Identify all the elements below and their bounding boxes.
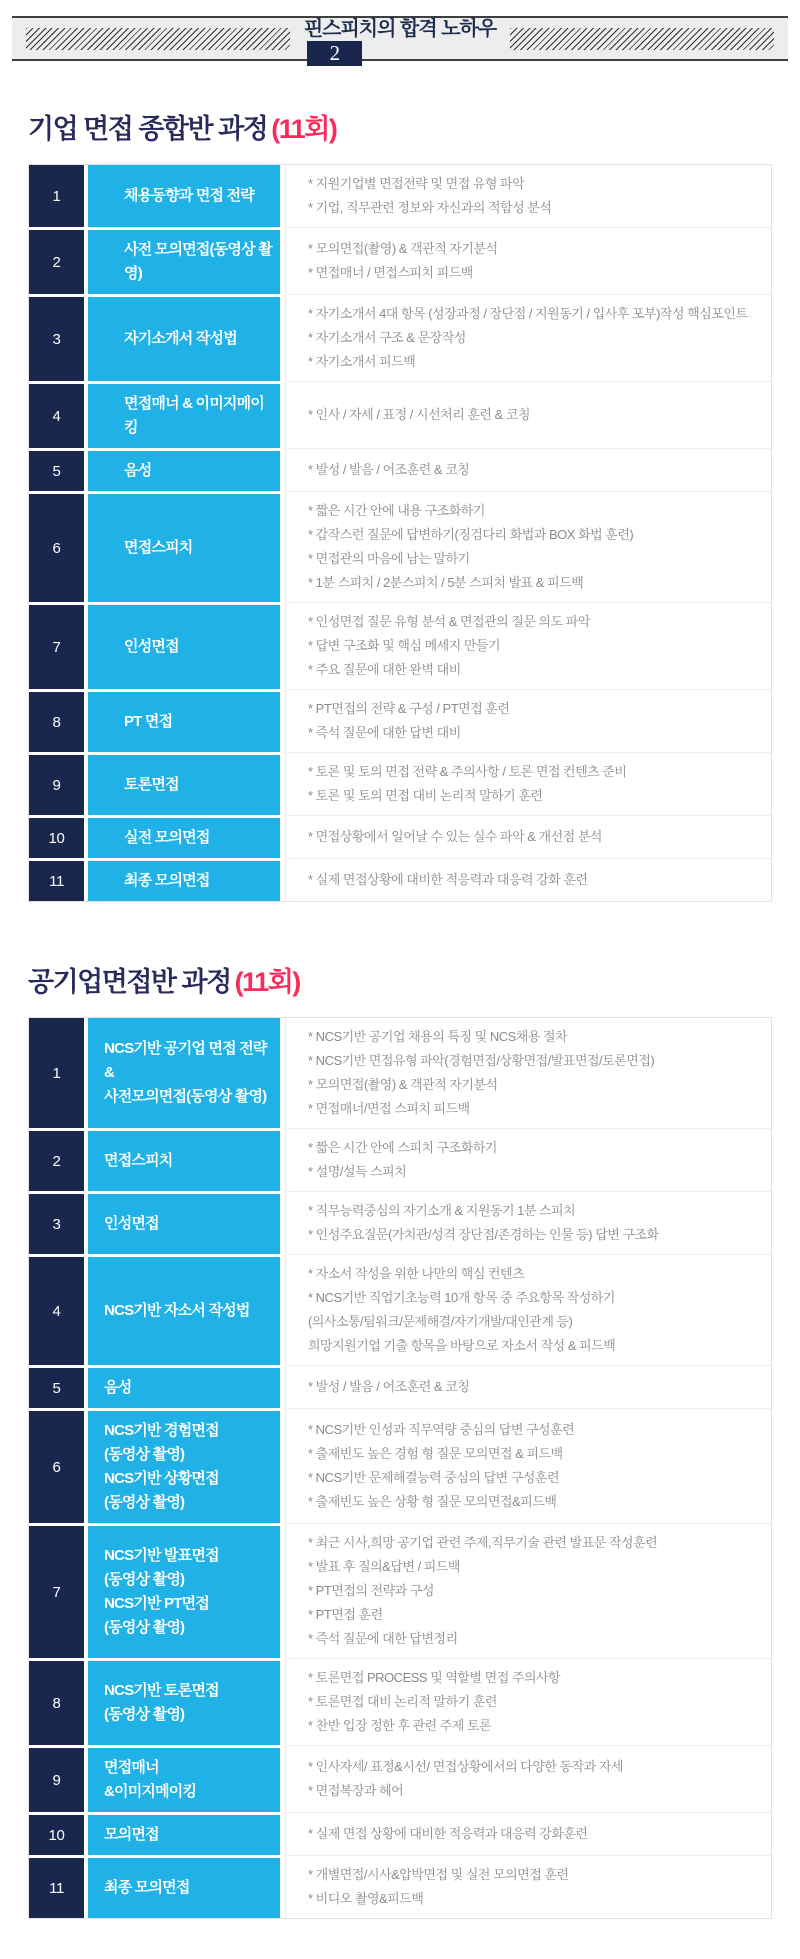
section-title (28, 960, 772, 999)
row-number: 1 (52, 1064, 61, 1082)
row-content-cell (285, 602, 771, 689)
row-number-cell (29, 491, 84, 602)
content-item: * PT면접의 전략과 구성 (308, 1583, 434, 1598)
row-number-cell (29, 1128, 84, 1191)
row-number-cell (29, 227, 84, 294)
table-row (29, 689, 771, 752)
topic-line: 최종 모의면접 (124, 872, 210, 889)
content-item: * 면접매너 / 면접스피치 피드백 (308, 265, 473, 280)
topic-line: 실전 모의면접 (124, 829, 210, 846)
table-row (29, 1812, 771, 1855)
topic-line: 면접스피치 (124, 539, 193, 556)
table-row (29, 1523, 771, 1658)
row-topic-cell (88, 1658, 280, 1745)
content-item: * 인사자세/ 표정&시선/ 면접상황에서의 다양한 동작과 자세 (308, 1759, 623, 1774)
topic-line: 면접매너 (104, 1759, 159, 1776)
row-topic-cell (88, 1408, 280, 1523)
content-item: * 실제 면접 상황에 대비한 적응력과 대응력 강화훈련 (308, 1826, 588, 1841)
topic-line: NCS기반 발표면접 (104, 1547, 219, 1564)
row-topic-cell (88, 381, 280, 448)
row-number-cell (29, 815, 84, 858)
content-item: * 개별면접/시사&압박면접 및 실전 모의면접 훈련 (308, 1867, 569, 1882)
content-item: 희망지원기업 기출 항목을 바탕으로 자소서 작성 & 피드백 (308, 1338, 616, 1353)
topic-line: PT 면접 (124, 713, 173, 730)
content-item: * 인성주요질문(가치관/성격 장단점/존경하는 인물 등) 답변 구조화 (308, 1227, 659, 1242)
row-topic-cell (88, 1855, 280, 1918)
page-title-number: 2 (307, 41, 362, 66)
table-row (29, 294, 771, 381)
row-number-cell (29, 448, 84, 491)
row-number: 8 (52, 713, 61, 731)
content-item: * 직무능력중심의 자기소개 & 지원동기 1분 스피치 (308, 1203, 576, 1218)
topic-line: 채용동향과 면접 전략 (124, 187, 254, 204)
content-item: * PT면접 훈련 (308, 1607, 383, 1622)
row-number-cell (29, 1254, 84, 1365)
content-item: * 자기소개서 피드백 (308, 354, 416, 369)
table-row (29, 1191, 771, 1254)
row-number: 10 (48, 1826, 65, 1844)
sections (0, 107, 800, 1959)
row-content-cell (285, 294, 771, 381)
topic-line: 음성 (124, 462, 152, 479)
topic-line: NCS기반 공기업 면접 전략 & (104, 1040, 267, 1081)
row-number: 5 (52, 1379, 61, 1397)
row-topic-cell (88, 294, 280, 381)
row-content-cell (285, 381, 771, 448)
row-topic-cell (88, 1745, 280, 1812)
row-topic-cell (88, 491, 280, 602)
row-number: 4 (52, 1302, 61, 1320)
row-topic-cell (88, 227, 280, 294)
row-content-cell (285, 1523, 771, 1658)
topic-line: (동영상 촬영) (104, 1706, 185, 1723)
table-row (29, 1254, 771, 1365)
row-topic-cell (88, 689, 280, 752)
topic-line: 토론면접 (124, 776, 179, 793)
topic-line: 사전 모의면접(동영상 촬영) (124, 241, 272, 282)
course-section-2 (28, 960, 772, 1919)
content-item: * 자기소개서 4대 항목 (성장과정 / 장단점 / 지원동기 / 입사후 포부)작성 핵심포인트 (308, 306, 748, 321)
header-band (12, 16, 788, 65)
content-item: (의사소통/팀워크/문제해결/자기개발/대인관계 등) (308, 1314, 573, 1329)
table-row (29, 227, 771, 294)
content-item: * 토론면접 대비 논리적 말하기 훈련 (308, 1694, 497, 1709)
table-row (29, 1408, 771, 1523)
content-item: * 출제빈도 높은 상황 형 질문 모의면접&피드백 (308, 1494, 557, 1509)
course-section-1 (28, 107, 772, 902)
row-number-cell (29, 1018, 84, 1128)
topic-line: &이미지메이킹 (104, 1783, 197, 1800)
table-row (29, 1745, 771, 1812)
table-row (29, 1365, 771, 1408)
topic-line: (동영상 촬영) (104, 1571, 185, 1588)
topic-line: NCS기반 상황면접 (104, 1470, 219, 1487)
topic-line: (동영상 촬영) (104, 1446, 185, 1463)
course-table (28, 1017, 772, 1919)
row-number: 2 (52, 253, 61, 271)
row-content-cell (285, 1745, 771, 1812)
content-item: * NCS기반 면접유형 파악(경험면접/상황면접/발표면접/토론면접) (308, 1053, 655, 1068)
content-item: * 짧은 시간 안에 스피치 구조화하기 (308, 1140, 497, 1155)
content-item: * 짧은 시간 안에 내용 구조화하기 (308, 503, 485, 518)
content-item: * 지원기업별 면접전략 및 면접 유형 파악 (308, 176, 525, 191)
row-topic-cell (88, 1128, 280, 1191)
row-number: 9 (52, 776, 61, 794)
page-title-text: 핀스피치의 합격 노하우 (303, 17, 497, 40)
content-item: * 인사 / 자세 / 표정 / 시선처리 훈련 & 코칭 (308, 407, 530, 422)
row-content-cell (285, 1365, 771, 1408)
table-row (29, 448, 771, 491)
row-topic-cell (88, 1523, 280, 1658)
row-number-cell (29, 1523, 84, 1658)
content-item: * 출제빈도 높은 경험 형 질문 모의면접 & 피드백 (308, 1446, 563, 1461)
section-title-count: (11회) (234, 967, 300, 997)
content-item: * 설명/설득 스피치 (308, 1164, 407, 1179)
table-row (29, 1658, 771, 1745)
course-table (28, 164, 772, 902)
content-item: * 면접복장과 헤어 (308, 1783, 404, 1798)
content-item: * 즉석 질문에 대한 답변 대비 (308, 725, 461, 740)
row-topic-cell (88, 858, 280, 901)
content-item: * NCS기반 직업기초능력 10개 항목 중 주요항목 작성하기 (308, 1290, 615, 1305)
content-item: * 비디오 촬영&피드백 (308, 1891, 424, 1906)
content-item: * NCS기반 문제해결능력 중심의 답변 구성훈련 (308, 1470, 560, 1485)
table-row (29, 1018, 771, 1128)
row-topic-cell (88, 1254, 280, 1365)
content-item: * 토론 및 토의 면접 전략 & 주의사항 / 토론 면접 컨텐츠 준비 (308, 764, 627, 779)
table-row (29, 815, 771, 858)
row-number: 6 (52, 1458, 61, 1476)
row-number-cell (29, 381, 84, 448)
page-title (304, 12, 496, 66)
section-title-text: 기업 면접 종합반 과정 (28, 114, 268, 144)
row-topic-cell (88, 1018, 280, 1128)
content-item: * NCS기반 인성과 직무역량 중심의 답변 구성훈련 (308, 1422, 575, 1437)
table-row (29, 491, 771, 602)
content-item: * 인성면접 질문 유형 분석 & 면접관의 질문 의도 파악 (308, 614, 590, 629)
row-content-cell (285, 752, 771, 815)
section-title-text: 공기업면접반 과정 (28, 967, 231, 997)
table-row (29, 602, 771, 689)
row-number-cell (29, 1408, 84, 1523)
row-content-cell (285, 1128, 771, 1191)
content-item: * 기업, 직무관련 정보와 자신과의 적합성 분석 (308, 200, 552, 215)
row-topic-cell (88, 1365, 280, 1408)
row-topic-cell (88, 1812, 280, 1855)
content-item: * 면접매너/면접 스피치 피드백 (308, 1101, 470, 1116)
row-content-cell (285, 227, 771, 294)
row-number-cell (29, 689, 84, 752)
row-number: 11 (49, 872, 64, 890)
row-number: 3 (52, 330, 61, 348)
row-topic-cell (88, 815, 280, 858)
content-item: * 최근 시사,희망 공기업 관련 주제,직무기술 관련 발표문 작성훈련 (308, 1535, 658, 1550)
row-number-cell (29, 294, 84, 381)
content-item: * 주요 질문에 대한 완벽 대비 (308, 662, 461, 677)
topic-line: NCS기반 PT면접 (104, 1595, 209, 1612)
row-number: 1 (52, 187, 61, 205)
row-number-cell (29, 1365, 84, 1408)
row-content-cell (285, 858, 771, 901)
content-item: * 발표 후 질의&답변 / 피드백 (308, 1559, 460, 1574)
row-content-cell (285, 1254, 771, 1365)
content-item: * 자기소개서 구조 & 문장작성 (308, 330, 466, 345)
row-topic-cell (88, 602, 280, 689)
content-item: * 면접상황에서 일어날 수 있는 실수 파악 & 개선점 분석 (308, 829, 602, 844)
row-topic-cell (88, 165, 280, 227)
hatch-stripes-right-icon (510, 28, 774, 50)
row-content-cell (285, 165, 771, 227)
topic-line: 음성 (104, 1379, 132, 1396)
topic-line: (동영상 촬영) (104, 1619, 185, 1636)
topic-line: 인성면접 (124, 638, 179, 655)
topic-line: 최종 모의면접 (104, 1879, 190, 1896)
content-item: * 1분 스피치 / 2분스피치 / 5분 스피치 발표 & 피드백 (308, 575, 584, 590)
row-number: 3 (52, 1215, 61, 1233)
row-content-cell (285, 815, 771, 858)
content-item: * 토론 및 토의 면접 대비 논리적 말하기 훈련 (308, 788, 543, 803)
row-content-cell (285, 689, 771, 752)
hatch-stripes-left-icon (26, 28, 290, 50)
row-content-cell (285, 1191, 771, 1254)
content-item: * 답변 구조화 및 핵심 메세지 만들기 (308, 638, 501, 653)
row-number-cell (29, 1191, 84, 1254)
topic-line: 사전모의면접(동영상 촬영) (104, 1088, 267, 1105)
row-number: 5 (52, 462, 61, 480)
content-item: * 자소서 작성을 위한 나만의 핵심 컨텐츠 (308, 1266, 525, 1281)
row-number: 7 (52, 638, 61, 656)
table-row (29, 752, 771, 815)
row-number: 10 (48, 829, 65, 847)
table-row (29, 165, 771, 227)
topic-line: (동영상 촬영) (104, 1494, 185, 1511)
row-number-cell (29, 602, 84, 689)
content-item: * PT면접의 전략 & 구성 / PT면접 훈련 (308, 701, 510, 716)
topic-line: NCS기반 자소서 작성법 (104, 1302, 250, 1319)
row-number-cell (29, 1745, 84, 1812)
row-number: 7 (52, 1583, 61, 1601)
content-item: * 갑작스런 질문에 답변하기(징검다리 화법과 BOX 화법 훈련) (308, 527, 634, 542)
section-title-count: (11회) (271, 114, 337, 144)
row-number-cell (29, 1855, 84, 1918)
row-number: 8 (52, 1694, 61, 1712)
section-title (28, 107, 772, 146)
content-item: * 토론면접 PROCESS 및 역할별 면접 주의사항 (308, 1670, 561, 1685)
row-number-cell (29, 752, 84, 815)
row-number-cell (29, 165, 84, 227)
content-item: * 면접관의 마음에 남는 말하기 (308, 551, 470, 566)
topic-line: 모의면접 (104, 1826, 159, 1843)
row-number: 6 (52, 539, 61, 557)
content-item: * 실제 면접상황에 대비한 적응력과 대응력 강화 훈련 (308, 872, 588, 887)
topic-line: 인성면접 (104, 1215, 159, 1232)
content-item: * NCS기반 공기업 채용의 특징 및 NCS채용 절차 (308, 1029, 568, 1044)
row-number: 2 (52, 1152, 61, 1170)
row-content-cell (285, 1658, 771, 1745)
table-row (29, 1128, 771, 1191)
row-topic-cell (88, 752, 280, 815)
row-content-cell (285, 1018, 771, 1128)
row-content-cell (285, 1812, 771, 1855)
content-item: * 발성 / 발음 / 어조훈련 & 코칭 (308, 462, 470, 477)
row-content-cell (285, 448, 771, 491)
topic-line: NCS기반 토론면접 (104, 1682, 219, 1699)
topic-line: 면접스피치 (104, 1152, 173, 1169)
topic-line: 자기소개서 작성법 (124, 330, 237, 347)
row-topic-cell (88, 1191, 280, 1254)
table-row (29, 1855, 771, 1918)
row-number-cell (29, 1812, 84, 1855)
content-item: * 즉석 질문에 대한 답변정리 (308, 1631, 458, 1646)
topic-line: NCS기반 경험면접 (104, 1422, 219, 1439)
table-row (29, 858, 771, 901)
row-content-cell (285, 1855, 771, 1918)
row-content-cell (285, 1408, 771, 1523)
content-item: * 찬반 입장 정한 후 관련 주제 토론 (308, 1718, 492, 1733)
table-row (29, 381, 771, 448)
row-number: 9 (52, 1771, 61, 1789)
row-number-cell (29, 858, 84, 901)
row-content-cell (285, 491, 771, 602)
topic-line: 면접매너 & 이미지메이킹 (124, 395, 264, 436)
row-topic-cell (88, 448, 280, 491)
row-number-cell (29, 1658, 84, 1745)
content-item: * 모의면접(촬영) & 객관적 자기분석 (308, 1077, 498, 1092)
row-number: 4 (52, 407, 61, 425)
row-number: 11 (49, 1879, 64, 1897)
content-item: * 발성 / 발음 / 어조훈련 & 코칭 (308, 1379, 470, 1394)
content-item: * 모의면접(촬영) & 객관적 자기분석 (308, 241, 498, 256)
